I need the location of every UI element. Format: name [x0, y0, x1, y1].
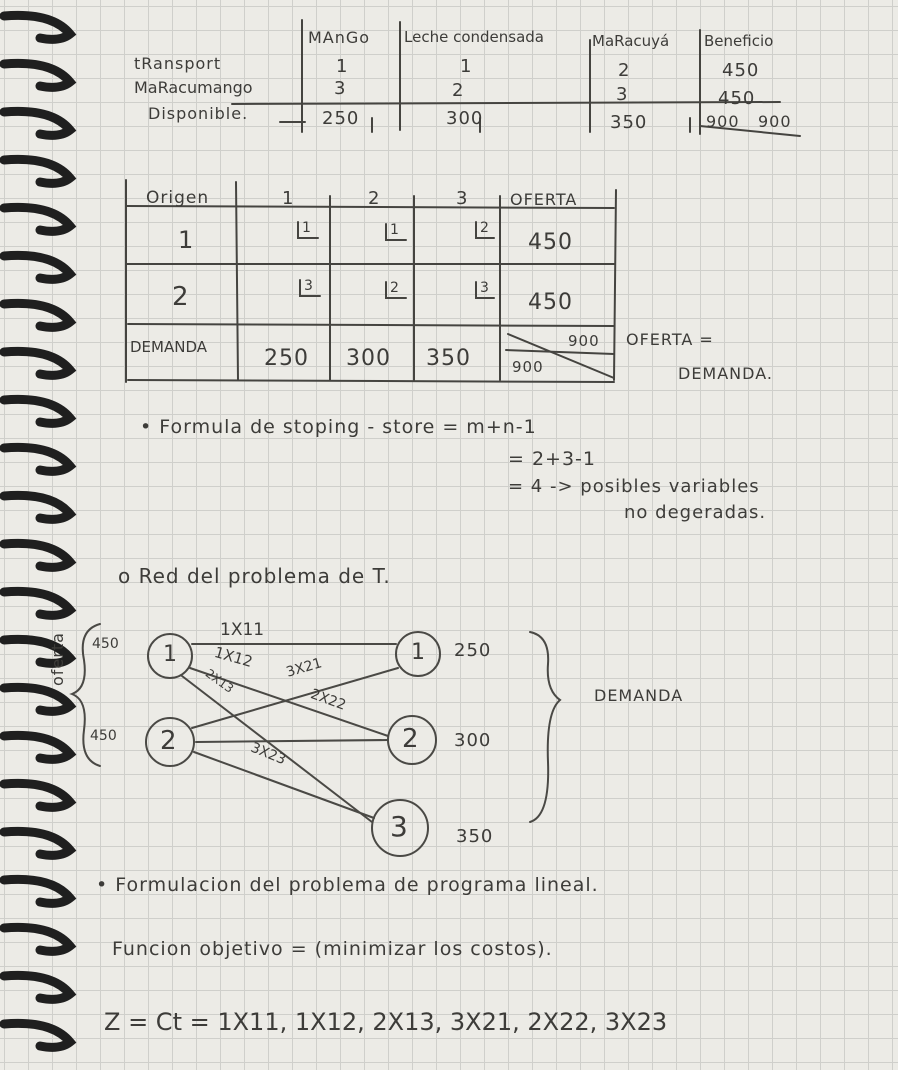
- table2-row1-label: 1: [178, 226, 195, 254]
- arc-label: 2X22: [308, 686, 348, 714]
- table1-header-mango: MAnGo: [308, 28, 371, 47]
- table2-offer: 450: [528, 290, 573, 315]
- table1-cell: 3: [334, 78, 347, 99]
- origin-id: 1: [163, 642, 178, 667]
- table2-cost: 2: [480, 220, 490, 236]
- table2-header-dest-3: 3: [456, 188, 469, 209]
- table2-cost: 1: [390, 222, 400, 238]
- arc-label: 3X23: [248, 739, 288, 769]
- table1-header-beneficio: Beneficio: [704, 32, 774, 50]
- arc-label: 1X12: [212, 642, 255, 672]
- stepping-step: = 2+3-1: [508, 448, 597, 470]
- table1-cell: 900: [758, 112, 792, 131]
- origin-id: 2: [160, 726, 178, 756]
- table2-demand: 250: [264, 346, 309, 371]
- table2-cost: 3: [304, 278, 314, 294]
- stepping-formula: • Formula de stoping - store = m+n-1: [140, 416, 537, 438]
- destination-demand: 350: [456, 826, 494, 847]
- table1-row-transport-label: tRansport: [134, 54, 222, 73]
- table2-header-dest-1: 1: [282, 188, 295, 209]
- table1-cell: 350: [610, 112, 648, 133]
- table1-row-maracumango-label: MaRacumango: [134, 78, 253, 97]
- arc-label: 3X21: [284, 655, 324, 681]
- arc-label: 1X11: [220, 620, 265, 640]
- table1-cell: 450: [718, 88, 756, 109]
- arc-label: 2X13: [202, 666, 237, 696]
- table2-row2-label: 2: [172, 282, 190, 312]
- origin-supply: 450: [92, 636, 119, 652]
- table2-header-dest-2: 2: [368, 188, 381, 209]
- table2-cost: 1: [302, 220, 312, 236]
- table1-cell: 2: [452, 80, 465, 101]
- demanda-brace: [530, 632, 560, 822]
- formulation-heading: • Formulacion del problema de programa lineal.: [96, 874, 599, 896]
- network-heading: o Red del problema de T.: [118, 564, 391, 588]
- table2-demand-label: DEMANDA: [130, 338, 207, 356]
- demanda-label: DEMANDA: [594, 686, 684, 705]
- table1-cell: 450: [722, 60, 760, 81]
- arc-x22: [196, 740, 388, 742]
- table1-cell: 900: [706, 112, 740, 131]
- objective-equation: Z = Ct = 1X11, 1X12, 2X13, 3X21, 2X22, 3X23: [104, 1008, 668, 1036]
- table1-cell: 1: [336, 56, 349, 77]
- table1-header-maracuya: MaRacuyá: [592, 32, 670, 50]
- destination-demand: 300: [454, 730, 492, 751]
- stepping-note: no degeradas.: [624, 502, 767, 523]
- side-note-demanda: DEMANDA.: [678, 364, 773, 383]
- oferta-label: oferta: [48, 632, 67, 686]
- table2-header-origen: Origen: [146, 188, 210, 208]
- table1-cell: 300: [446, 108, 484, 129]
- objective-function: Funcion objetivo = (minimizar los costos).: [112, 938, 553, 960]
- table2-demand: 350: [426, 346, 471, 371]
- stepping-result: = 4 -> posibles variables: [508, 476, 760, 497]
- table1-row-disponible-label: Disponible.: [148, 104, 249, 123]
- table1-cell: 2: [618, 60, 631, 81]
- table2-total-offer: 900: [568, 332, 600, 350]
- destination-demand: 250: [454, 640, 492, 661]
- table1-cell: 250: [322, 108, 360, 129]
- table1-cell: 1: [460, 56, 473, 77]
- table2-total-demand: 900: [512, 358, 544, 376]
- destination-id: 1: [411, 640, 426, 665]
- table2-cost: 2: [390, 280, 400, 296]
- origin-supply: 450: [90, 728, 117, 744]
- destination-id: 3: [390, 810, 409, 843]
- side-note-oferta: OFERTA =: [626, 330, 714, 349]
- table1-cell: 3: [616, 84, 629, 105]
- table2-cost: 3: [480, 280, 490, 296]
- table2-header-oferta: OFERTA: [510, 190, 578, 209]
- destination-id: 2: [402, 724, 420, 754]
- table2-offer: 450: [528, 230, 573, 255]
- table2-demand: 300: [346, 346, 391, 371]
- table1-header-leche: Leche condensada: [404, 28, 544, 46]
